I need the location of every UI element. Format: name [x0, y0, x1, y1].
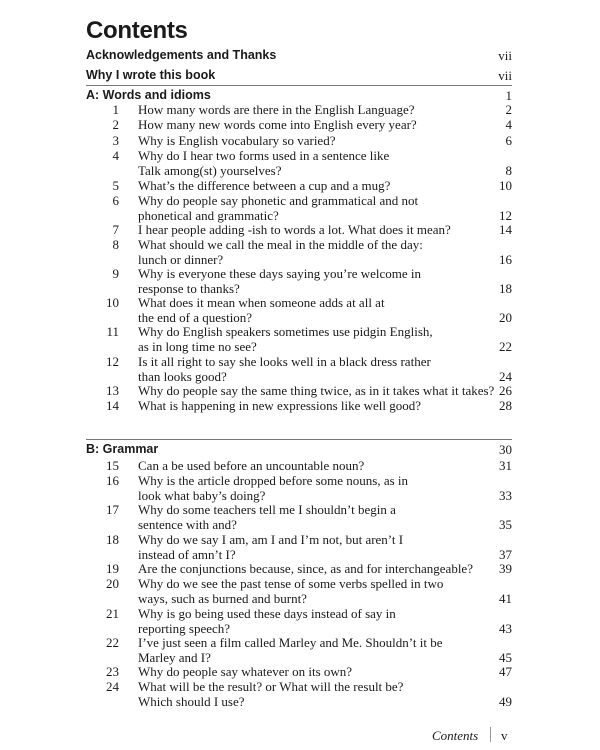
entry-number: 3: [112, 133, 119, 148]
entry-line: Which should I use?: [138, 694, 245, 709]
entry-line: Are the conjunctions because, since, as and for interchangeable?: [138, 561, 473, 576]
footer-separator: [490, 727, 491, 742]
toc-entry[interactable]: [86, 222, 512, 237]
entry-question: [138, 222, 488, 237]
entry-page: 33: [499, 488, 512, 503]
entry-line: Talk among(st) yourselves?: [138, 163, 282, 178]
entry-page: 35: [499, 517, 512, 532]
entry-question: [138, 237, 488, 267]
entry-line: lunch or dinner?: [138, 252, 224, 267]
entry-question: [138, 193, 488, 223]
entry-line: What does it mean when someone adds at all at: [138, 295, 385, 310]
entry-number: 15: [106, 458, 119, 473]
entry-line: What should we call the meal in the middle of the day:: [138, 237, 423, 252]
toc-entry[interactable]: [86, 354, 512, 384]
entry-number: 21: [106, 606, 119, 621]
entry-page: 18: [499, 281, 512, 296]
entry-page: 24: [499, 369, 512, 384]
toc-entry[interactable]: [86, 102, 512, 117]
toc-entry[interactable]: [86, 383, 512, 398]
entry-line: I’ve just seen a film called Marley and Me. Shouldn’t it be: [138, 635, 443, 650]
entry-line: Why is English vocabulary so varied?: [138, 133, 336, 148]
entry-line: Why is everyone these days saying you’re welcome in: [138, 266, 422, 281]
toc-label: Acknowledgements and Thanks: [86, 48, 277, 62]
entry-number: 17: [106, 502, 119, 517]
entry-question: [138, 295, 488, 325]
entry-line: ways, such as burned and burnt?: [138, 591, 307, 606]
entry-line: Why do people say phonetic and grammatical and not: [138, 193, 419, 208]
entry-line: Can a be used before an uncountable noun?: [138, 458, 365, 473]
entry-number: 22: [106, 635, 119, 650]
footer-title: Contents: [432, 728, 479, 743]
entry-number: 16: [106, 473, 119, 488]
entry-question: [138, 266, 488, 296]
entry-question: [138, 532, 488, 562]
entry-line: Why do English speakers sometimes use pidgin English,: [138, 324, 433, 339]
entry-line: How many new words come into English every year?: [138, 117, 417, 132]
entry-number: 4: [112, 148, 119, 163]
toc-entry[interactable]: [86, 561, 512, 576]
toc-entry[interactable]: [86, 502, 512, 532]
entry-line: Why do we see the past tense of some verbs spelled in two: [138, 576, 444, 591]
entry-page: 31: [499, 458, 512, 473]
entry-line: Why is the article dropped before some nouns, as in: [138, 473, 409, 488]
entry-line: How many words are there in the English Language?: [138, 102, 415, 117]
toc-entry[interactable]: [86, 532, 512, 562]
entry-number: 24: [106, 679, 119, 694]
entry-question: [138, 324, 488, 354]
entry-line: Why do people say whatever on its own?: [138, 664, 353, 679]
entry-question: [138, 354, 488, 384]
entry-number: 1: [112, 102, 119, 117]
entry-number: 5: [112, 178, 119, 193]
toc-entry[interactable]: [86, 133, 512, 148]
toc-entry[interactable]: [86, 635, 512, 665]
entry-number: 2: [112, 117, 119, 132]
entry-number: 14: [106, 398, 119, 413]
entry-number: 23: [106, 664, 119, 679]
toc-entry[interactable]: [86, 266, 512, 296]
entry-number: 12: [106, 354, 119, 369]
entry-question: [138, 635, 488, 665]
entry-question: [138, 458, 488, 473]
entry-page: 16: [499, 252, 512, 267]
entry-line: phonetical and grammatic?: [138, 208, 279, 223]
entry-question: [138, 148, 488, 178]
entry-page: 49: [499, 694, 512, 709]
entry-page: 22: [499, 339, 512, 354]
toc-entry[interactable]: [86, 576, 512, 606]
entry-page: 8: [505, 163, 512, 178]
toc-entry[interactable]: [86, 473, 512, 503]
toc-entry[interactable]: [86, 117, 512, 132]
entry-question: [138, 473, 488, 503]
toc-entry[interactable]: [86, 193, 512, 223]
entry-number: 9: [112, 266, 119, 281]
entry-line: Why do we say I am, am I and I’m not, but aren’t I: [138, 532, 404, 547]
entry-line: look what baby’s doing?: [138, 488, 266, 503]
section-page: 30: [499, 442, 512, 457]
toc-entry[interactable]: [86, 324, 512, 354]
section-title: B: Grammar: [86, 442, 159, 456]
entry-line: than looks good?: [138, 369, 227, 384]
entry-line: Why do people say the same thing twice, as in it takes what it takes?: [138, 383, 495, 398]
entry-page: 12: [499, 208, 512, 223]
entry-page: 37: [499, 547, 512, 562]
entry-line: What will be the result? or What will the result be?: [138, 679, 404, 694]
section-page: 1: [505, 88, 512, 103]
toc-entry[interactable]: [86, 237, 512, 267]
entry-number: 13: [106, 383, 119, 398]
entry-question: [138, 606, 488, 636]
section-title: A: Words and idioms: [86, 88, 211, 102]
entry-question: [138, 561, 488, 576]
entry-line: instead of amn’t I?: [138, 547, 236, 562]
toc-page: vii: [498, 68, 512, 83]
entry-line: sentence with and?: [138, 517, 237, 532]
entry-line: the end of a question?: [138, 310, 253, 325]
entry-page: 26: [499, 383, 512, 398]
entry-page: 4: [505, 117, 512, 132]
entry-number: 10: [106, 295, 119, 310]
toc-entry[interactable]: [86, 295, 512, 325]
entry-number: 7: [112, 222, 119, 237]
toc-entry[interactable]: [86, 178, 512, 193]
entry-number: 6: [112, 193, 119, 208]
footer-page-number: v: [501, 728, 508, 743]
entry-page: 14: [499, 222, 512, 237]
entry-question: [138, 178, 488, 193]
entry-page: 10: [499, 178, 512, 193]
toc-label: Why I wrote this book: [86, 68, 216, 82]
entry-question: [138, 398, 488, 413]
entry-page: 20: [499, 310, 512, 325]
entry-page: 43: [499, 621, 512, 636]
entry-number: 19: [106, 561, 119, 576]
entry-number: 11: [106, 324, 119, 339]
entry-line: Why is go being used these days instead of say in: [138, 606, 396, 621]
entry-line: response to thanks?: [138, 281, 240, 296]
toc-entry[interactable]: [86, 679, 512, 709]
toc-entry[interactable]: [86, 458, 512, 473]
entry-line: Why do I hear two forms used in a sentence like: [138, 148, 390, 163]
entry-question: [138, 664, 488, 679]
entry-question: [138, 502, 488, 532]
entry-line: as in long time no see?: [138, 339, 257, 354]
entry-question: [138, 679, 488, 709]
entry-number: 8: [112, 237, 119, 252]
toc-entry[interactable]: [86, 148, 512, 178]
entry-question: [138, 133, 488, 148]
entry-line: What’s the difference between a cup and a mug?: [138, 178, 391, 193]
entry-question: [138, 576, 488, 606]
entry-question: [138, 117, 488, 132]
toc-entry[interactable]: [86, 398, 512, 413]
entry-line: reporting speech?: [138, 621, 231, 636]
entry-page: 28: [499, 398, 512, 413]
entry-page: 45: [499, 650, 512, 665]
entry-page: 41: [499, 591, 512, 606]
page-title: Contents: [86, 17, 188, 44]
entry-line: I hear people adding -ish to words a lot. What does it mean?: [138, 222, 451, 237]
entry-line: Marley and I?: [138, 650, 211, 665]
entry-question: [138, 383, 495, 398]
entry-page: 47: [499, 664, 512, 679]
toc-page: vii: [498, 48, 512, 63]
entry-question: [138, 102, 488, 117]
entry-page: 39: [499, 561, 512, 576]
entry-line: What is happening in new expressions like well good?: [138, 398, 422, 413]
entry-number: 20: [106, 576, 119, 591]
entry-line: Why do some teachers tell me I shouldn’t begin a: [138, 502, 396, 517]
toc-entry[interactable]: [86, 606, 512, 636]
toc-entry[interactable]: [86, 664, 512, 679]
entry-line: Is it all right to say she looks well in a black dress rather: [138, 354, 431, 369]
entry-page: 6: [505, 133, 512, 148]
entry-page: 2: [505, 102, 512, 117]
entry-number: 18: [106, 532, 119, 547]
